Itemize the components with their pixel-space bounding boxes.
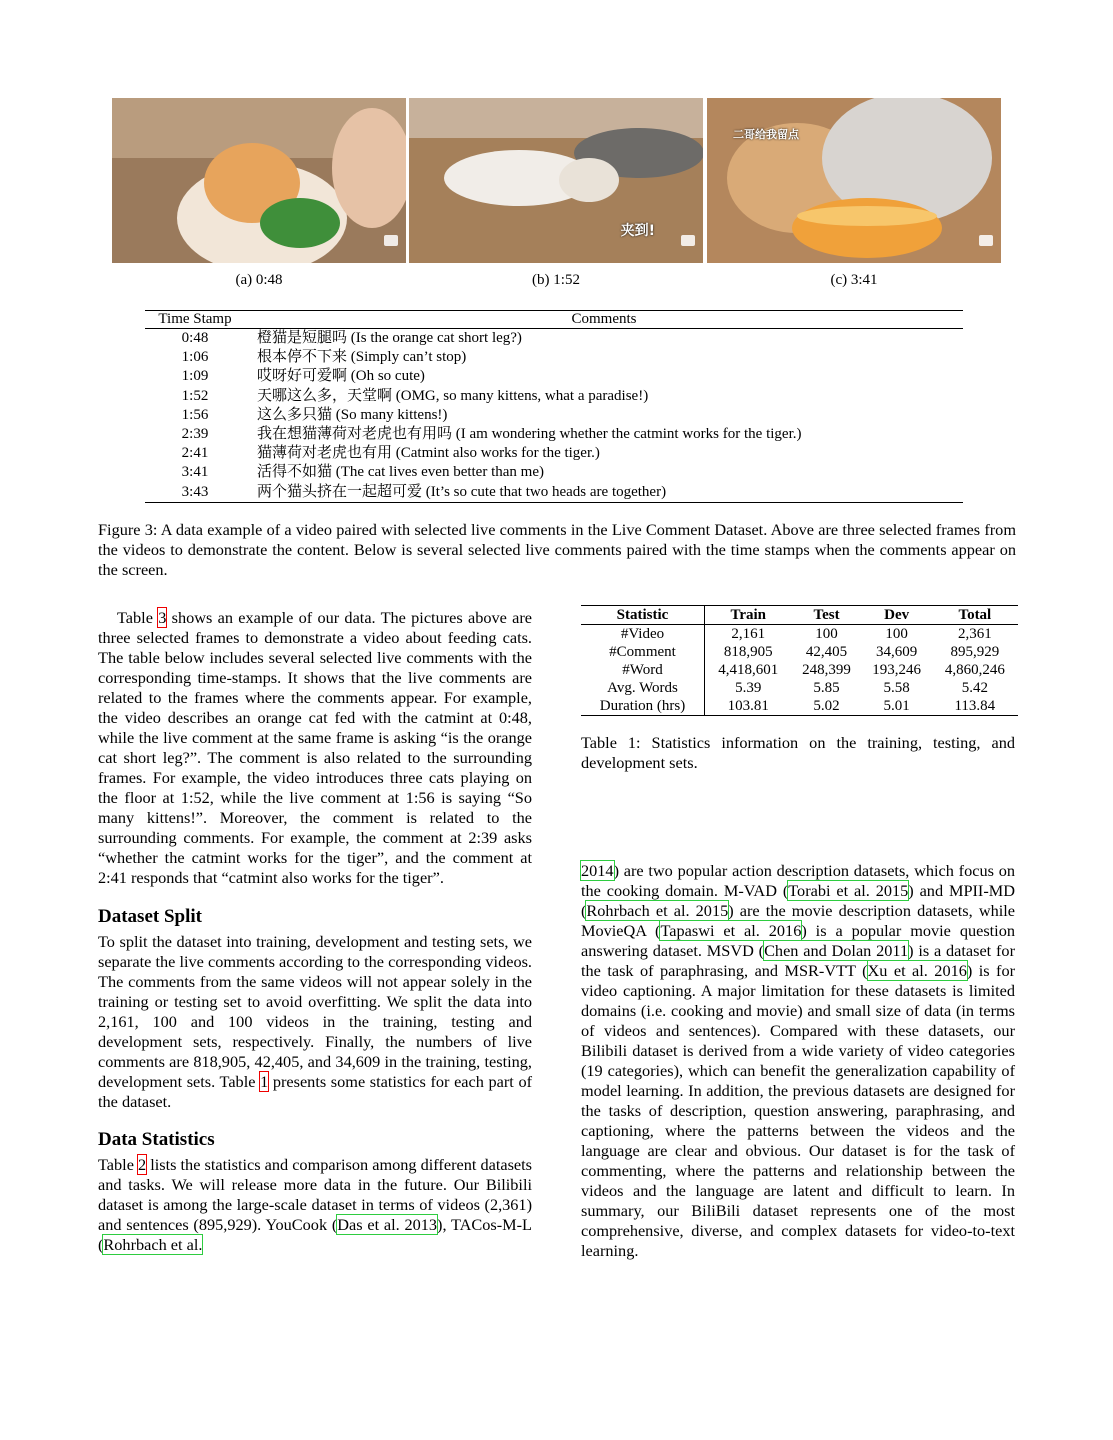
section-heading: Data Statistics [98, 1129, 215, 1150]
table-row [581, 625, 1018, 644]
paragraph [98, 1155, 532, 1255]
table-cell: 5.58 [883, 680, 910, 696]
time-stamp: 1:06 [181, 349, 209, 366]
text-run: ) is for video captioning. A major limitation for these datasets is limited domains (i.e. cooking and movie) and small size of data (in terms of videos and sentences). Compared with these datasets, our Bilibili dataset is derived from a wide variety of video categories (19 categories), which can benefit the generalization capability of model learning. In addition, the previous datasets are designed for the tasks of description, question answering, paraphrasing, and captioning, where the patterns between the videos and the language are clear and obvious. Our dataset is for the task of commenting, where the patterns and relationship between the videos and the language are latent and difficult to learn. In summary, our BiliBili dataset represents one of the most comprehensive, diverse, and complex datasets for video-to-text learning. [581, 961, 1016, 1260]
table-cell: Avg. Words [581, 679, 705, 697]
citation-link[interactable]: 2014 [581, 861, 614, 880]
table-cell: 193,246 [872, 662, 922, 678]
paragraph [581, 861, 1015, 1261]
time-stamp: 2:41 [181, 445, 209, 462]
table-cell: #Comment [581, 643, 705, 661]
right-column [581, 861, 1015, 1261]
table-ref-link[interactable]: 3 [158, 608, 167, 627]
table-cell: #Video [581, 625, 705, 644]
table-row [581, 679, 1018, 697]
comment-text: 哎呀好可爱啊 (Oh so cute) [257, 368, 425, 385]
comment-text: 活得不如猫 (The cat lives even better than me) [257, 464, 544, 481]
comment-text: 橙猫是短腿吗 (Is the orange cat short leg?) [257, 330, 522, 346]
table-cell: 248,399 [802, 662, 851, 678]
table-cell: 895,929 [950, 644, 1000, 660]
paragraph [98, 932, 532, 1112]
table-cell: 42,405 [805, 644, 848, 660]
time-stamp: 1:56 [181, 406, 209, 423]
comments-table [145, 310, 963, 503]
comment-text: 根本停不下来 (Simply can’t stop) [257, 349, 467, 366]
citation-link[interactable]: Torabi et al. 2015 [788, 881, 909, 900]
citation-link[interactable]: Rohrbach et al. [103, 1235, 203, 1254]
text-run: ), TACos-M-L ( [98, 1215, 532, 1254]
table-cell: 2,361 [957, 626, 992, 642]
subcaption-b: (b) 1:52 [532, 272, 580, 288]
citation-link[interactable]: Xu et al. 2016 [867, 961, 967, 980]
table-cell: 5.42 [961, 680, 988, 696]
table-row [145, 367, 963, 386]
section-heading: Dataset Split [98, 906, 202, 927]
column-header: Train [705, 606, 792, 625]
table-row [145, 387, 963, 406]
text-run: Table [117, 608, 159, 627]
table-cell: 100 [815, 626, 838, 642]
video-frame-b [409, 98, 703, 263]
text-run: ) are two popular action description datasets, which focus on the cooking domain. M-VAD ( [581, 861, 1015, 900]
table-row [581, 661, 1018, 679]
table-cell: #Word [581, 661, 705, 679]
table-cell: 2,161 [731, 626, 766, 642]
table-cell: 5.39 [735, 680, 762, 696]
comment-text: 天哪这么多，天堂啊 (OMG, so many kittens, what a paradise!) [257, 387, 649, 404]
citation-link[interactable]: Chen and Dolan 2011 [764, 941, 909, 960]
table-caption: Table 1: Statistics information on the training, testing, and development sets. [581, 733, 1015, 772]
table-row [145, 329, 963, 349]
comment-text: 两个猫头挤在一起超可爱 (It’s so cute that two heads are together) [245, 483, 963, 503]
table-cell: 5.85 [813, 680, 840, 696]
text-run: shows an example of our data. The pictures above are three selected frames to demonstrate a video about feeding cats. The table below includes several selected live comments with the corresponding time-stamps. It shows that the live comments are related to the frames where the comments appear. For example, the video describes an orange cat fed with the catmint at 0:48, while the live comment at the same frame is asking “is the orange cat short leg?”. The comment is also related to the surrounding frames. For example, the video introduces three cats playing on the floor at 1:52, while the live comment at 1:56 is saying “So many kittens!”. Moreover, the comment is related to the surrounding comments. For example, the comment at 2:39 asks “whether the catmint works for the tiger”, and the comment at 2:41 responds that “catmint also works for the tiger”. [98, 608, 532, 887]
table-cell: 113.84 [932, 697, 1018, 716]
column-header: Test [792, 606, 862, 625]
table-row [145, 348, 963, 367]
table-cell: 5.02 [792, 697, 862, 716]
figure-caption: Figure 3: A data example of a video paired with selected live comments in the Live Comment Dataset. Above are three selected frames from the videos to demonstrate the content. Below is several selected live comments paired with the time stamps when the comments appear on the screen. [98, 520, 1016, 579]
video-frame-c [707, 98, 1001, 263]
text-run: ) and MPII-MD ( [581, 881, 1015, 920]
table-ref-link[interactable]: 1 [260, 1072, 269, 1091]
time-stamp: 0:48 [181, 330, 209, 346]
frame-overlay-text: 夹到! [620, 223, 655, 239]
subcaption-a: (a) 0:48 [235, 272, 283, 288]
statistics-table [581, 605, 1018, 716]
time-stamp: 1:09 [181, 368, 209, 385]
video-frame-a [112, 98, 406, 263]
time-stamp: 1:52 [181, 387, 209, 404]
comment-text: 我在想猫薄荷对老虎也有用吗 (I am wondering whether the catmint works for the tiger.) [257, 426, 802, 443]
table-row [145, 444, 963, 463]
column-header: Comments [245, 311, 963, 329]
table-row [145, 483, 963, 503]
table-ref-link[interactable]: 2 [138, 1155, 147, 1174]
comment-text: 这么多只猫 (So many kittens!) [257, 406, 448, 423]
table-row [145, 406, 963, 425]
table-row [145, 463, 963, 482]
table-cell: 4,860,246 [944, 662, 1005, 678]
text-run: ) is a dataset for the task of paraphrasing, and MSR-VTT ( [581, 941, 1015, 980]
subcaption-c: (c) 3:41 [830, 272, 878, 288]
time-stamp: 2:39 [181, 426, 209, 443]
table-row [581, 643, 1018, 661]
column-header: Dev [862, 606, 932, 625]
citation-link[interactable]: Tapaswi et al. 2016 [660, 921, 802, 940]
comment-text: 猫薄荷对老虎也有用 (Catmint also works for the tiger.) [257, 445, 600, 462]
column-header: Statistic [581, 606, 705, 625]
paragraph [98, 608, 532, 888]
table-cell: 34,609 [876, 644, 918, 660]
text-run: ) is a popular movie question answering dataset. MSVD ( [581, 921, 1015, 960]
table-cell: Duration (hrs) [581, 697, 705, 716]
column-header: Total [932, 606, 1018, 625]
citation-link[interactable]: Das et al. 2013 [337, 1215, 438, 1234]
text-run: presents some statistics for each part of the dataset. [98, 1072, 533, 1111]
table-cell: 5.01 [862, 697, 932, 716]
table-cell: 4,418,601 [718, 662, 779, 678]
left-column [98, 608, 532, 1255]
time-stamp: 3:43 [145, 483, 245, 503]
table-row [145, 425, 963, 444]
table-cell: 100 [885, 626, 908, 642]
text-run: ) are the movie description datasets, while MovieQA ( [581, 901, 1015, 940]
text-run: Table [98, 1155, 138, 1174]
table-cell: 103.81 [705, 697, 792, 716]
citation-link[interactable]: Rohrbach et al. 2015 [586, 901, 729, 920]
text-run: lists the statistics and comparison among different datasets and tasks. We will release more data in the future. Our Bilibili dataset is among the large-scale dataset in terms of videos (2,361) and sentences (895,929). YouCook ( [98, 1155, 532, 1234]
time-stamp: 3:41 [181, 464, 209, 481]
text-run: To split the dataset into training, development and testing sets, we separate the live comments according to the corresponding videos. The comments from the same videos will not appear solely in the training or testing set to avoid overfitting. We split the data into 2,161, 100 and 100 videos in the training, testing and development sets, respectively. Finally, the numbers of live comments are 818,905, 42,405, and 34,609 in the training, testing, development sets. Table [98, 932, 532, 1091]
frame-overlay-text: 二哥给我留点 [733, 128, 799, 141]
table-cell: 818,905 [723, 644, 773, 660]
column-header: Time Stamp [145, 311, 245, 329]
table-row [581, 697, 1018, 716]
